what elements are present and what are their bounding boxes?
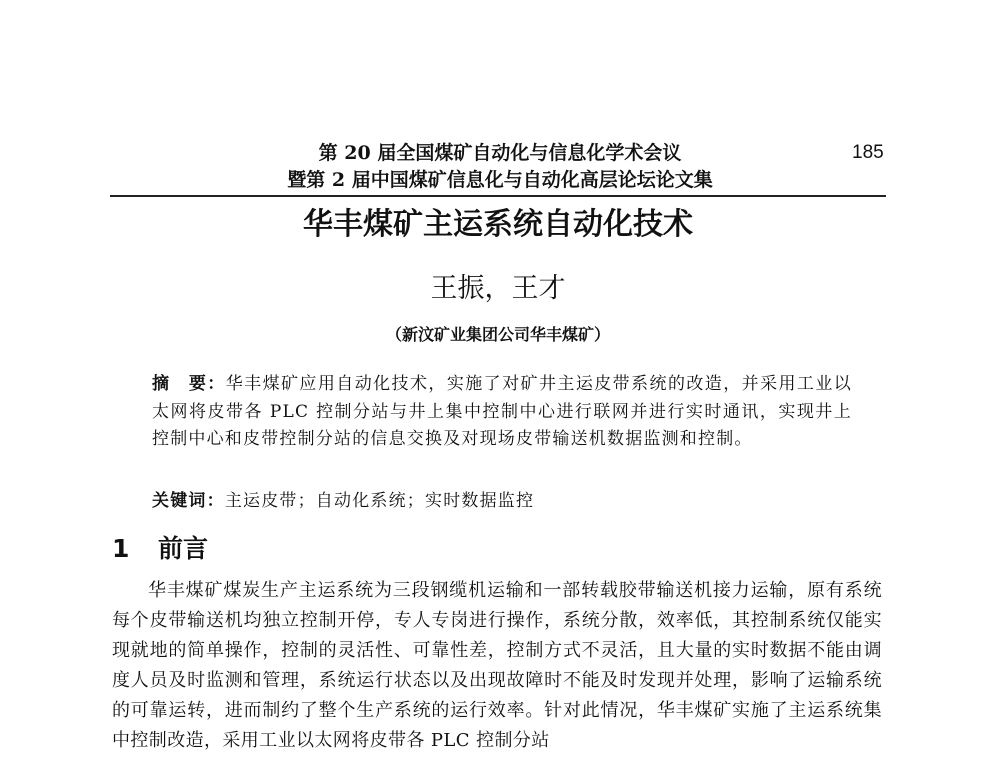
section-title: 前言: [158, 534, 209, 563]
header-divider: [110, 195, 886, 197]
paper-authors: 王振，王才: [430, 273, 566, 304]
paper-title: 华丰煤矿主运系统自动化技术: [303, 207, 693, 242]
section-body-paragraph: 华丰煤矿煤炭生产主运系统为三段钢缆机运输和一部转载胶带输送机接力运输，原有系统每个皮带输送机均独立控制开停，专人专岗进行操作，系统分散，效率低，其控制系统仅能实现就地的简单操作，控制的灵活性、可靠性差，控制方式不灵活，且大量的实时数据不能由调度人员及时监测和管理，系统运行状态以及出现故障时不能及时发现并处理，影响了运输系统的可靠运转，进而制约了整个生产系统的运行效率。针对此情况，华丰煤矿实施了主运系统集中控制改造，采用工业以太网将皮带各 PLC 控制分站: [112, 580, 882, 751]
page-number: 185: [852, 142, 884, 163]
abstract: [152, 371, 852, 454]
keywords: [152, 488, 852, 514]
abstract-label: 摘 要：: [152, 374, 226, 394]
section-heading: [112, 532, 208, 566]
keywords-text: 主运皮带；自动化系统；实时数据监控: [224, 491, 535, 511]
abstract-text: 华丰煤矿应用自动化技术，实施了对矿井主运皮带系统的改造，并采用工业以太网将皮带各 PLC 控制分站与井上集中控制中心进行联网并进行实时通讯，实现井上控制中心和皮带控制分站的信息交换及对现场皮带输送机数据监测和控制。: [152, 374, 852, 449]
conference-title-line1: 第 20 届全国煤矿自动化与信息化学术会议: [318, 142, 682, 164]
section-number: 1: [112, 534, 130, 563]
conference-title-line2: 暨第 2 届中国煤矿信息化与自动化高层论坛论文集: [287, 169, 713, 191]
paper-affiliation: （新汶矿业集团公司华丰煤矿）: [385, 325, 610, 344]
keywords-label: 关键词：: [152, 491, 225, 511]
